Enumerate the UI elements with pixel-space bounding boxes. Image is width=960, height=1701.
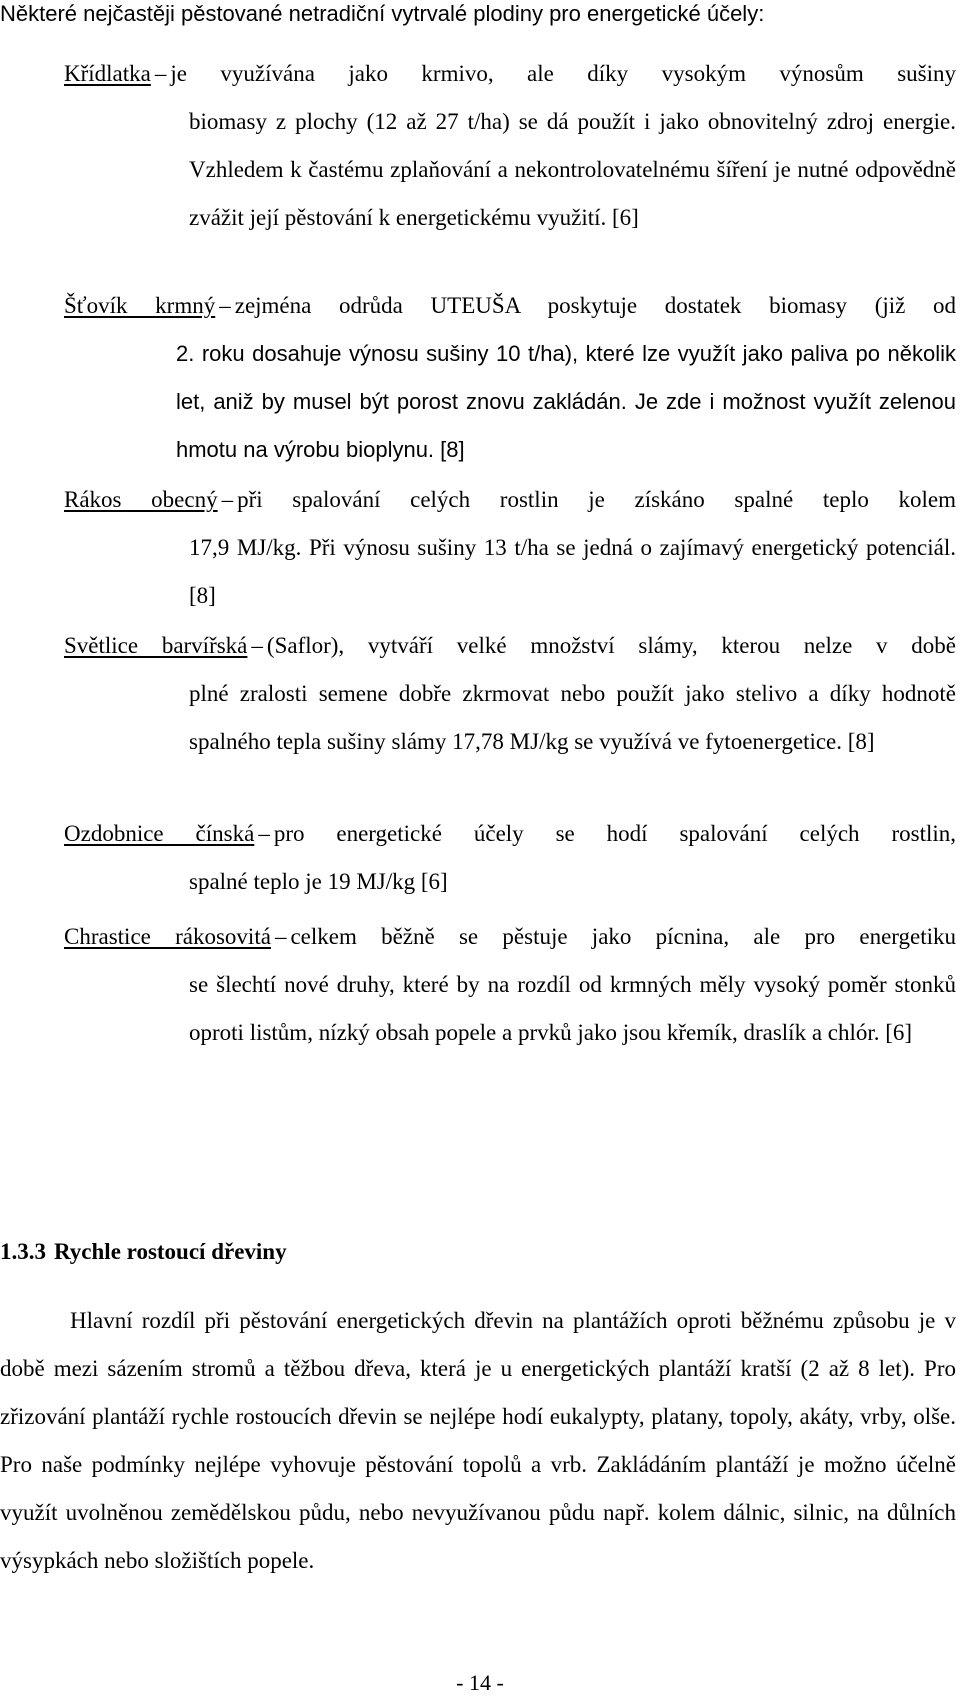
entry-first-line: Rákos obecný – při spalování celých rostlin je získáno spalné teplo kolem [64,487,956,512]
entry-description: biomasy z plochy (12 až 27 t/ha) se dá použít i jako obnovitelný zdroj energie. Vzhledem k častému zplaňování a nekontrolovatelnému šíření je nutné odpovědně zvážit její pěstování k energetickému využití. [6] [189,109,956,230]
entry-first-line: Ozdobnice čínská – pro energetické účely se hodí spalování celých rostlin, [64,821,957,846]
entry-description: se šlechtí nové druhy, které by na rozdíl od krmných měly vysoký poměr stonků oproti listům, nízký obsah popele a prvků jako jsou křemík, draslík a chlór. [6] [189,972,956,1045]
entry-description: spalné teplo je 19 MJ/kg [6] [189,869,448,894]
entry-description: plné zralosti semene dobře zkrmovat nebo použít jako stelivo a díky hodnotě spalného tepla sušiny slámy 17,78 MJ/kg se využívá ve fytoenergetice. [8] [189,681,956,754]
crop-entry-kridlatka [64,50,956,242]
crop-term: Světlice barvířská [64,633,248,658]
crop-entry-rakos [64,476,956,620]
crop-term: Šťovík krmný [64,293,216,318]
crop-term: Křídlatka [64,61,151,86]
intro-line: Některé nejčastěji pěstované netradiční vytrvalé plodiny pro energetické účely: [0,1,765,26]
crop-entry-ozdobnice [64,810,956,906]
crop-term: Chrastice rákosovitá [64,924,271,949]
entry-first-line: Chrastice rákosovitá – celkem běžně se pěstuje jako pícnina, ale pro energetiku [64,924,957,949]
crop-entry-stovik [64,282,956,474]
crop-term: Rákos obecný [64,487,218,512]
entry-first-line: Šťovík krmný – zejména odrůda UTEUŠA poskytuje dostatek biomasy (již od [64,293,957,318]
crop-entry-svetlice [64,622,956,766]
section-number: 1.3.3 [0,1239,46,1264]
crop-term: Ozdobnice čínská [64,821,255,846]
entry-description: 2. roku dosahuje výnosu sušiny 10 t/ha), které lze využít jako paliva po několik let, aniž by musel být porost znovu zakládán. Je zde i možnost využít zelenou hmotu na výrobu bioplynu. [8] [176,341,956,462]
entry-first-line: Křídlatka – je využívána jako krmivo, ale díky vysokým výnosům sušiny [64,61,956,86]
section-paragraph [0,1297,956,1585]
crop-entry-chrastice [64,913,956,1057]
entry-description: 17,9 MJ/kg. Při výnosu sušiny 13 t/ha se jedná o zajímavý energetický potenciál. [8] [189,535,956,608]
entry-first-line: Světlice barvířská – (Saflor), vytváří velké množství slámy, kterou nelze v době [64,633,956,658]
page-number: - 14 - [456,1670,504,1695]
section-title: Rychle rostoucí dřeviny [54,1239,287,1264]
section-heading [0,1237,287,1267]
section-paragraph-text: Hlavní rozdíl při pěstování energetických dřevin na plantážích oproti běžnému způsobu je v době mezi sázením stromů a těžbou dřeva, která je u energetických plantáží kratší (2 až 8 let). Pro zřizování plantáží rychle rostoucích dřevin se nejlépe hodí eukalypty, platany, topoly, akáty, vrby, olše. Pro naše podmínky nejlépe vyhovuje pěstování topolů a vrb. Zakládáním plantáží je možno účelně využít uvolněnou zemědělskou půdu, nebo nevyužívanou půdu např. kolem dálnic, silnic, na důlních výsypkách nebo složištích popele. [0,1308,956,1573]
